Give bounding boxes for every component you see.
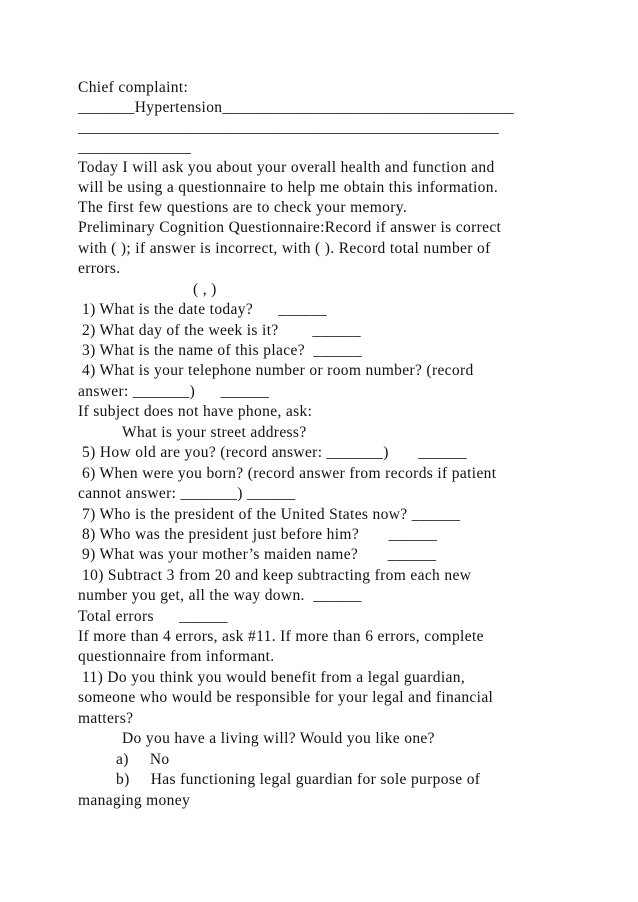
question-9: 9) What was your mother’s maiden name? ______ xyxy=(82,546,437,563)
option-a: a) No xyxy=(116,751,170,768)
living-will-question: Do you have a living will? Would you like one? xyxy=(122,730,435,747)
chief-complaint-value: _______Hypertension____________________________________ xyxy=(78,99,515,116)
intro-text: The first few questions are to check your memory. xyxy=(78,199,408,216)
total-errors: Total errors ______ xyxy=(78,608,228,625)
street-address-question: What is your street address? xyxy=(122,424,307,441)
chief-complaint-label: Chief complaint: xyxy=(78,79,189,96)
blank-line: ____________________________________________________ xyxy=(78,119,500,136)
question-11-continued: someone who would be responsible for your legal and financial xyxy=(78,689,494,706)
question-1: 1) What is the date today? ______ xyxy=(82,301,328,318)
intro-text: will be using a questionnaire to help me obtain this information. xyxy=(78,179,499,196)
instructions-text: errors. xyxy=(78,260,121,277)
intro-text: Today I will ask you about your overall health and function and xyxy=(78,159,495,176)
question-2: 2) What day of the week is it? ______ xyxy=(82,322,361,339)
marks-legend: ( , ) xyxy=(193,281,217,298)
question-8: 8) Who was the president just before him? ______ xyxy=(82,526,438,543)
question-11: 11) Do you think you would benefit from a legal guardian, xyxy=(82,669,466,686)
error-instructions: If more than 4 errors, ask #11. If more than 6 errors, complete xyxy=(78,628,484,645)
option-b: b) Has functioning legal guardian for sole purpose of xyxy=(116,771,481,788)
question-4: 4) What is your telephone number or room number? (record xyxy=(82,362,474,379)
question-4-answer: answer: _______) ______ xyxy=(78,383,270,400)
error-instructions: questionnaire from informant. xyxy=(78,648,275,665)
no-phone-instruction: If subject does not have phone, ask: xyxy=(78,403,313,420)
blank-line: ______________ xyxy=(78,139,192,156)
question-10: 10) Subtract 3 from 20 and keep subtracting from each new xyxy=(82,567,472,584)
instructions-text: with ( ); if answer is incorrect, with ( ). Record total number of xyxy=(78,240,491,257)
question-5: 5) How old are you? (record answer: _______) ______ xyxy=(82,444,467,461)
question-10-continued: number you get, all the way down. ______ xyxy=(78,587,362,604)
question-11-continued: matters? xyxy=(78,710,134,727)
question-7: 7) Who is the president of the United States now? ______ xyxy=(82,506,461,523)
question-3: 3) What is the name of this place? ______ xyxy=(82,342,362,359)
question-6-answer: cannot answer: _______) ______ xyxy=(78,485,296,502)
question-6: 6) When were you born? (record answer from records if patient xyxy=(82,465,497,482)
option-b-continued: managing money xyxy=(78,792,191,809)
questionnaire-heading: Preliminary Cognition Questionnaire:Record if answer is correct xyxy=(78,219,502,236)
